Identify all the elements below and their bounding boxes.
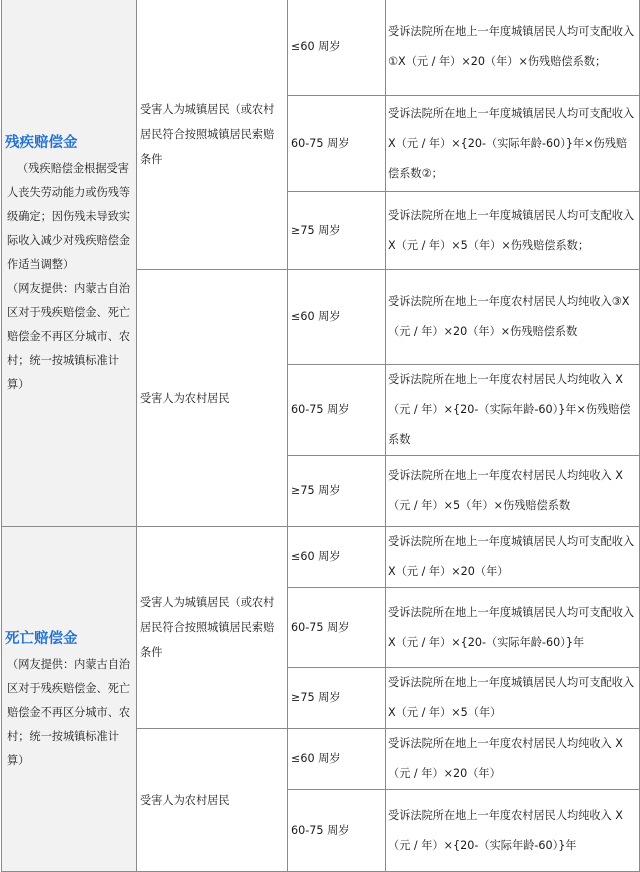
condition-cell: 受害人为农村居民 (137, 270, 288, 527)
category-cell-death (2, 527, 137, 872)
age-cell: ≥75 周岁 (288, 668, 386, 729)
category-note: （残疾赔偿金根据受害人丧失劳动能力或伤残等级确定；因伤残未导致实际收入减少对残疾赔偿金作适当调整） (7, 161, 131, 271)
age-cell: ≤60 周岁 (288, 729, 386, 790)
table-row (2, 0, 640, 96)
formula-cell: 受诉法院所在地上一年度农村居民人均纯收入③X（元 / 年）×20（年）×伤残赔偿系数 (386, 270, 640, 365)
formula-cell: 受诉法院所在地上一年度农村居民人均纯收入 X（元 / 年）×{20-（实际年龄-60）}年×伤残赔偿系数 (386, 365, 640, 456)
category-title: 死亡赔偿金 (5, 631, 78, 647)
age-cell: 60-75 周岁 (288, 365, 386, 456)
formula-cell: 受诉法院所在地上一年度城镇居民人均可支配收入 X（元 / 年）×5（年）×伤残赔偿系数； (386, 192, 640, 270)
formula-cell: 受诉法院所在地上一年度城镇居民人均可支配收入①X（元 / 年）×20（年）×伤残赔偿系数； (386, 0, 640, 96)
age-cell: 60-75 周岁 (288, 96, 386, 192)
age-cell: ≥75 周岁 (288, 456, 386, 527)
formula-cell: 受诉法院所在地上一年度农村居民人均纯收入 X（元 / 年）×{20-（实际年龄-60）}年 (386, 790, 640, 872)
age-cell: ≤60 周岁 (288, 0, 386, 96)
table-row (2, 527, 640, 588)
age-cell: ≥75 周岁 (288, 192, 386, 270)
category-note: （网友提供：内蒙古自治区对于残疾赔偿金、死亡赔偿金不再区分城市、农村；统一按城镇标准计算） (7, 658, 131, 767)
formula-cell: 受诉法院所在地上一年度城镇居民人均可支配收入 X（元 / 年）×{20-（实际年龄-60）}年 (386, 588, 640, 668)
category-title: 残疾赔偿金 (5, 134, 78, 151)
age-cell: ≤60 周岁 (288, 270, 386, 365)
category-cell-disability (2, 0, 137, 527)
condition-cell: 受害人为农村居民 (137, 729, 288, 872)
formula-cell: 受诉法院所在地上一年度城镇居民人均可支配收入 X（元 / 年）×20（年） (386, 527, 640, 588)
age-cell: ≤60 周岁 (288, 527, 386, 588)
compensation-table (1, 0, 640, 872)
age-cell: 60-75 周岁 (288, 790, 386, 872)
age-cell: 60-75 周岁 (288, 588, 386, 668)
category-note: （网友提供：内蒙古自治区对于残疾赔偿金、死亡赔偿金不再区分城市、农村；统一按城镇标准计算） (7, 281, 131, 391)
formula-cell: 受诉法院所在地上一年度城镇居民人均可支配收入 X（元 / 年）×5（年） (386, 668, 640, 729)
condition-cell: 受害人为城镇居民（或农村居民符合按照城镇居民索赔条件 (137, 0, 288, 270)
formula-cell: 受诉法院所在地上一年度城镇居民人均可支配收入 X（元 / 年）×{20-（实际年龄-60）}年×伤残赔偿系数②； (386, 96, 640, 192)
formula-cell: 受诉法院所在地上一年度农村居民人均纯收入 X（元 / 年）×20（年） (386, 729, 640, 790)
condition-cell: 受害人为城镇居民（或农村居民符合按照城镇居民索赔条件 (137, 527, 288, 729)
formula-cell: 受诉法院所在地上一年度农村居民人均纯收入 X（元 / 年）×5（年）×伤残赔偿系数 (386, 456, 640, 527)
